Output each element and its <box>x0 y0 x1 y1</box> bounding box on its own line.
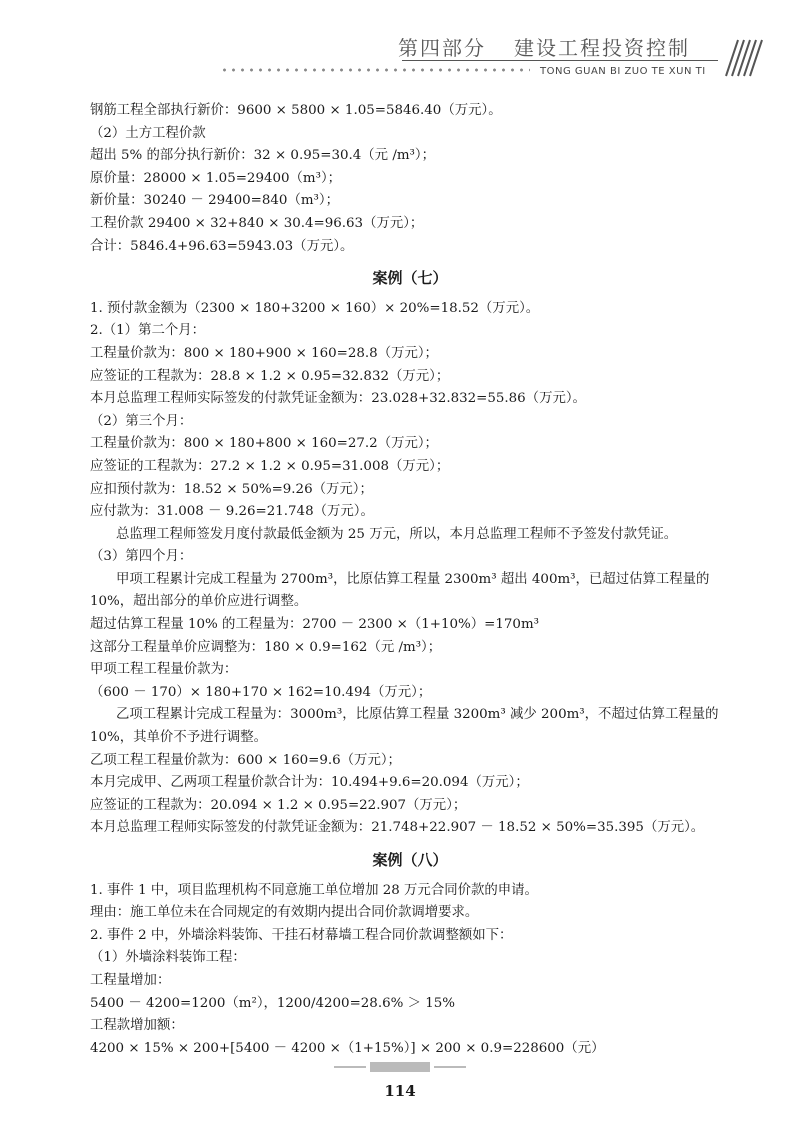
running-header-title <box>398 32 690 61</box>
section-heading-case-8: 案例（八） <box>372 851 448 869</box>
text-line: 1. 事件 1 中，项目监理机构不同意施工单位增加 28 万元合同价款的申请。 <box>90 882 538 898</box>
text-line: 理由：施工单位未在合同规定的有效期内提出合同价款调增要求。 <box>90 905 479 921</box>
text-line: 超出 5% 的部分执行新价：32 × 0.95=30.4（元 /m³）； <box>90 148 435 164</box>
header-part-label: 第四部分 <box>398 36 486 60</box>
paragraph-item-a-quantity: 甲项工程累计完成工程量为 2700m³，比原估算工程量 2300m³ 超出 400m³，已超过估算工程量的 10%，超出部分的单价应进行调整。 <box>90 571 710 610</box>
header-rule <box>402 60 718 61</box>
text-line: 应签证的工程款为：28.8 × 1.2 × 0.95=32.832（万元）； <box>90 368 450 384</box>
text-line: 1. 预付款金额为（2300 × 180+3200 × 160）× 20%=18.52（万元）。 <box>90 300 540 316</box>
text-line: 4200 × 15% × 200+[5400 － 4200 ×（1+15%）] × 200 × 0.9=228600（元） <box>90 1040 605 1056</box>
text-line: 钢筋工程全部执行新价：9600 × 5800 × 1.05=5846.40（万元）。 <box>90 103 502 118</box>
text-line: 总监理工程师签发月度付款最低金额为 25 万元，所以，本月总监理工程师不予签发付款凭证。 <box>116 526 678 542</box>
text-line: 应签证的工程款为：27.2 × 1.2 × 0.95=31.008（万元）； <box>90 458 450 474</box>
text-line: 本月完成甲、乙两项工程量价款合计为：10.494+9.6=20.094（万元）； <box>90 775 529 791</box>
text-line: 新价量：30240 － 29400=840（m³）； <box>90 193 339 209</box>
header-chapter-label: 建设工程投资控制 <box>514 36 690 60</box>
text-line: 工程款增加额： <box>90 1018 184 1034</box>
text-line: 合计：5846.4+96.63=5943.03（万元）。 <box>90 238 354 254</box>
text-line: 本月总监理工程师实际签发的付款凭证金额为：21.748+22.907 － 18.52 × 50%=35.395（万元）。 <box>90 820 705 836</box>
text-line: 工程量价款为：800 × 180+800 × 160=27.2（万元）； <box>90 436 438 452</box>
text-line: 工程量价款为：800 × 180+900 × 160=28.8（万元）； <box>90 345 438 361</box>
text-line: （2）第三个月： <box>90 413 193 429</box>
text-line: （2）土方工程价款 <box>90 125 206 141</box>
text-line: 原价量：28000 × 1.05=29400（m³）； <box>90 170 342 186</box>
text-line: 甲项工程工程量价款为： <box>90 662 238 678</box>
text-line: 2.（1）第二个月： <box>90 323 206 339</box>
page-number: 114 <box>384 1082 416 1100</box>
section-heading-case-7: 案例（七） <box>372 269 448 288</box>
text-line: （600 － 170）× 180+170 × 162=10.494（万元）； <box>90 684 432 700</box>
text-line: 工程量增加： <box>90 972 171 988</box>
text-line: 应签证的工程款为：20.094 × 1.2 × 0.95=22.907（万元）； <box>90 797 467 813</box>
text-line: 工程价款 29400 × 32+840 × 30.4=96.63（万元）； <box>90 215 424 231</box>
text-line: 2. 事件 2 中，外墙涂料装饰、干挂石材幕墙工程合同价款调整额如下： <box>90 927 513 943</box>
text-line: （3）第四个月： <box>90 549 193 565</box>
text-line: 这部分工程量单价应调整为：180 × 0.9=162（元 /m³）； <box>90 639 442 655</box>
text-line: 5400 － 4200=1200（m²），1200/4200=28.6% ＞ 15% <box>90 995 455 1011</box>
header-subtitle: TONG GUAN BI ZUO TE XUN TI <box>540 66 706 77</box>
text-line: 应付款为：31.008 － 9.26=21.748（万元）。 <box>90 504 374 520</box>
page-body <box>90 100 730 1060</box>
text-line: 本月总监理工程师实际签发的付款凭证金额为：23.028+32.832=55.86（万元）。 <box>90 391 586 407</box>
header-stripes-icon <box>718 38 764 78</box>
text-line: 应扣预付款为：18.52 × 50%=9.26（万元）； <box>90 481 373 497</box>
header-dot-ornament <box>220 66 530 74</box>
text-line: 超过估算工程量 10% 的工程量为：2700 － 2300 ×（1+10%）=170m³ <box>90 617 540 633</box>
text-line: 乙项工程工程量价款为：600 × 160=9.6（万元）； <box>90 752 401 768</box>
footer-ornament-icon <box>330 1060 470 1074</box>
text-line: （1）外墙涂料装饰工程： <box>90 950 246 966</box>
paragraph-item-b-quantity: 乙项工程累计完成工程量为：3000m³，比原估算工程量 3200m³ 减少 200m³，不超过估算工程量的 10%，其单价不予进行调整。 <box>90 707 719 746</box>
